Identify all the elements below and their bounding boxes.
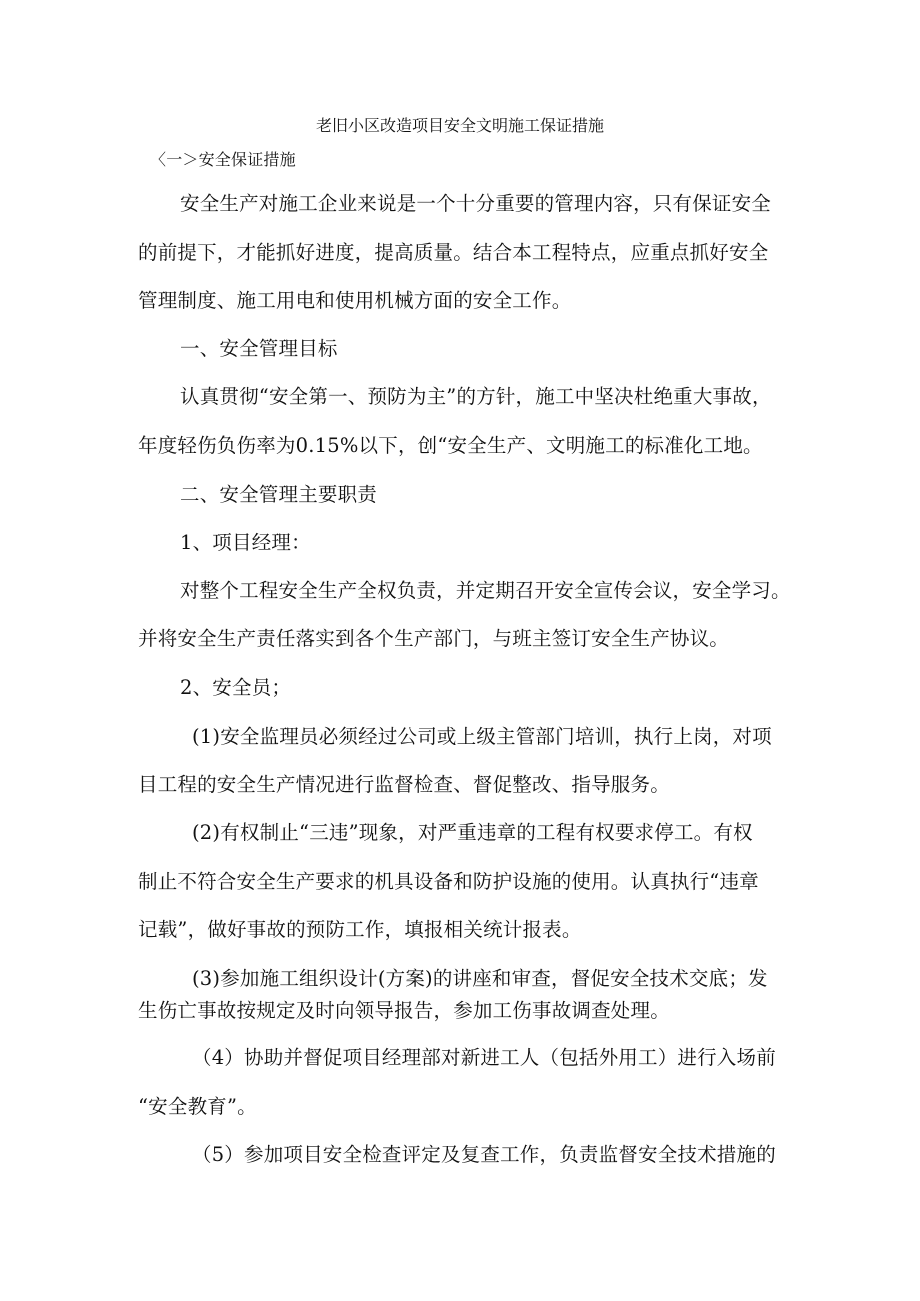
paragraph-line: 的前提下，才能抓好进度，提高质量。结合本工程特点，应重点抓好安全: [138, 241, 769, 264]
heading-project-manager: 1、项目经理：: [180, 531, 311, 554]
paragraph-line: 管理制度、施工用电和使用机械方面的安全工作。: [138, 289, 572, 312]
heading-safety-officer: 2、安全员；: [180, 676, 292, 699]
heading-management-goal: 一、安全管理目标: [180, 337, 338, 360]
paragraph-line: （5）参加项目安全检查评定及复查工作，负责监督安全技术措施的: [192, 1143, 776, 1166]
paragraph-line: 记载”，做好事故的预防工作，填报相关统计报表。: [138, 918, 582, 941]
paragraph-line: 对整个工程安全生产全权负责，并定期召开安全宣传会议，安全学习。: [180, 579, 791, 602]
paragraph-line: 制止不符合安全生产要求的机具设备和防护设施的使用。认真执行“违章: [138, 870, 759, 893]
section-heading: 〈一＞安全保证措施: [150, 150, 296, 169]
paragraph-line: 安全生产对施工企业来说是一个十分重要的管理内容，只有保证安全: [180, 192, 772, 215]
heading-main-duties: 二、安全管理主要职责: [180, 483, 378, 506]
paragraph-line: 年度轻伤负伤率为0.15%以下，创“安全生产、文明施工的标准化工地。: [138, 434, 763, 457]
paragraph-line: (1)安全监理员必须经过公司或上级主管部门培训，执行上岗，对项: [192, 725, 772, 748]
paragraph-line: 并将安全生产责任落实到各个生产部门，与班主签订安全生产协议。: [138, 627, 730, 650]
paragraph-line: (3)参加施工组织设计(方案)的讲座和审查，督促安全技术交底；发: [192, 967, 768, 990]
paragraph-line: 生伤亡事故按规定及时向领导报告，参加工伤事故调查处理。: [138, 999, 670, 1022]
paragraph-line: (2)有权制止“三违”现象，对严重违章的工程有权要求停工。有权: [192, 821, 753, 844]
paragraph-line: 认真贯彻“安全第一、预防为主”的方针，施工中坚决杜绝重大事故，: [180, 385, 772, 408]
paragraph-line: （4）协助并督促项目经理部对新进工人（包括外用工）进行入场前: [192, 1046, 776, 1069]
document-title: 老旧小区改造项目安全文明施工保证措施: [315, 116, 604, 135]
paragraph-line: “安全教育”。: [138, 1095, 257, 1118]
paragraph-line: 目工程的安全生产情况进行监督检查、督促整改、指导服务。: [138, 773, 670, 796]
